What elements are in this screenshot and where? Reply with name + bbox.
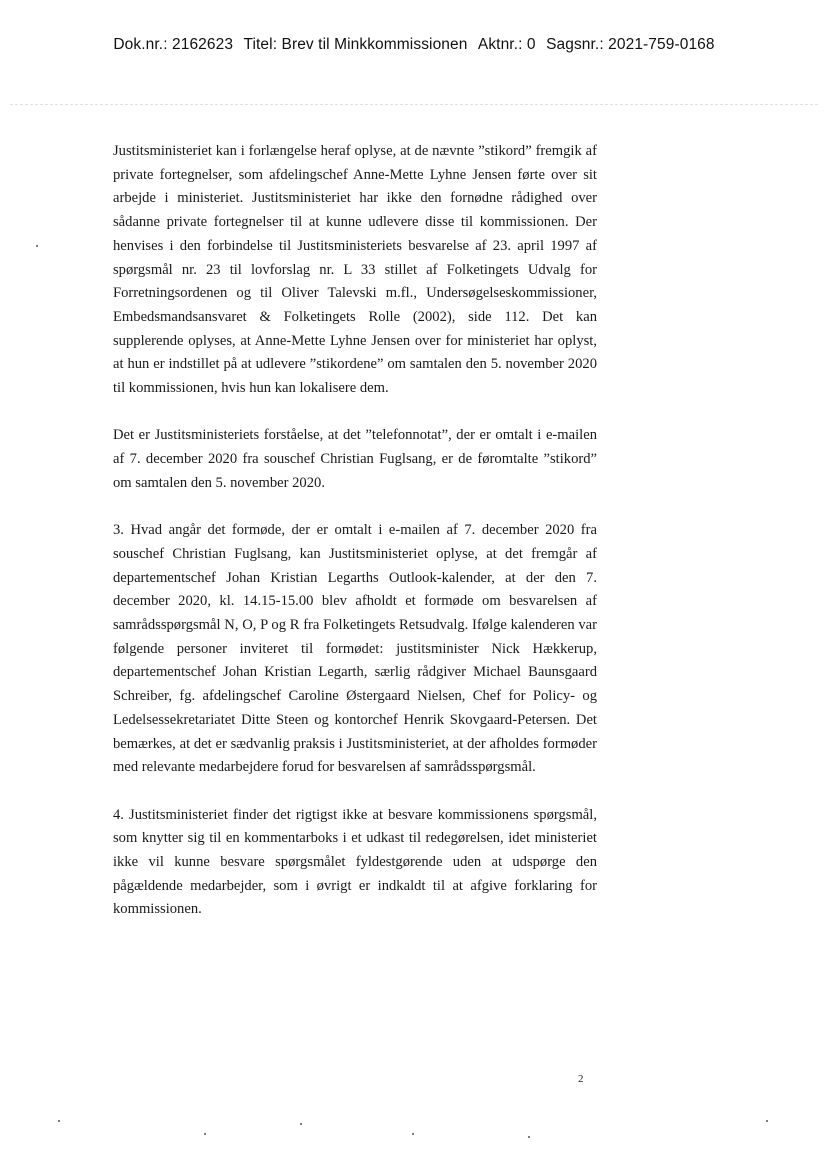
scan-speck — [36, 245, 38, 247]
scan-artifact-line — [10, 104, 818, 105]
paragraph-telefonnotat: Det er Justitsministeriets forståelse, at det ”telefonnotat”, der er omtalt i e-mailen af 7. december 2020 fra souschef Christian Fuglsang, er de føromtalte ”stikord” om samtalen den 5. november 2020. — [113, 427, 597, 491]
scan-speck — [528, 1136, 530, 1138]
document-header — [0, 36, 828, 54]
doc-title: Titel: Brev til Minkkommissionen — [243, 36, 468, 53]
scan-speck — [766, 1120, 768, 1122]
doc-number: Dok.nr.: 2162623 — [113, 36, 234, 53]
sag-number: Sagsnr.: 2021-759-0168 — [546, 36, 715, 53]
scan-speck — [58, 1120, 60, 1122]
letter-body — [113, 140, 597, 946]
scan-speck — [204, 1133, 206, 1135]
scan-speck — [412, 1133, 414, 1135]
page-number: 2 — [578, 1073, 584, 1085]
paragraph-stikord: Justitsministeriet kan i forlængelse heraf oplyse, at de nævnte ”stikord” fremgik af private fortegnelser, som afdelingschef Anne-Mette Lyhne Jensen førte over sit arbejde i ministeriet. Justitsministeriet har ikke den fornødne rådighed over sådanne private fortegnelser til at kunne udlevere disse til kommissionen. Der henvises i den forbindelse til Justitsministeriets besvarelse af 23. april 1997 af spørgsmål nr. 23 til lovforslag nr. L 33 stillet af Folketingets Udvalg for Forretningsordenen og til Oliver Talevski m.fl., Undersøgelseskommissioner, Embedsmandsansvaret & Folketingets Rolle (2002), side 112. Det kan supplerende oplyses, at Anne-Mette Lyhne Jensen over for ministeriet har oplyst, at hun er indstillet på at udlevere ”stikordene” om samtalen den 5. november 2020 til kommissionen, hvis hun kan lokalisere dem. — [113, 143, 597, 397]
paragraph-3-formoede: 3. Hvad angår det formøde, der er omtalt i e-mailen af 7. december 2020 fra souschef Christian Fuglsang, kan Justitsministeriet oplyse, at det fremgår af departementschef Johan Kristian Legarths Outlook-kalender, at der den 7. december 2020, kl. 14.15-15.00 blev afholdt et formøde om besvarelsen af samrådsspørgsmål N, O, P og R fra Folketingets Retsudvalg. Ifølge kalenderen var følgende personer inviteret til formødet: justitsminister Nick Hækkerup, departementschef Johan Kristian Legarth, særlig rådgiver Michael Baunsgaard Schreiber, fg. afdelingschef Caroline Østergaard Nielsen, Chef for Policy- og Ledelsessekretariatet Ditte Steen og kontorchef Henrik Skovgaard-Petersen. Det bemærkes, at det er sædvanlig praksis i Justitsministeriet, at der afholdes formøder med relevante medarbejdere forud for besvarelsen af samrådsspørgsmål. — [113, 522, 597, 776]
akt-number: Aktnr.: 0 — [477, 36, 536, 53]
scan-speck — [300, 1123, 302, 1125]
paragraph-4-kommentarboks: 4. Justitsministeriet finder det rigtigst ikke at besvare kommissionens spørgsmål, som knytter sig til en kommentarboks i et udkast til redegørelsen, idet ministeriet ikke vil kunne besvare spørgsmålet fyldestgørende uden at udspørge den pågældende medarbejder, som i øvrigt er indkaldt til at afgive forklaring for kommissionen. — [113, 806, 597, 918]
